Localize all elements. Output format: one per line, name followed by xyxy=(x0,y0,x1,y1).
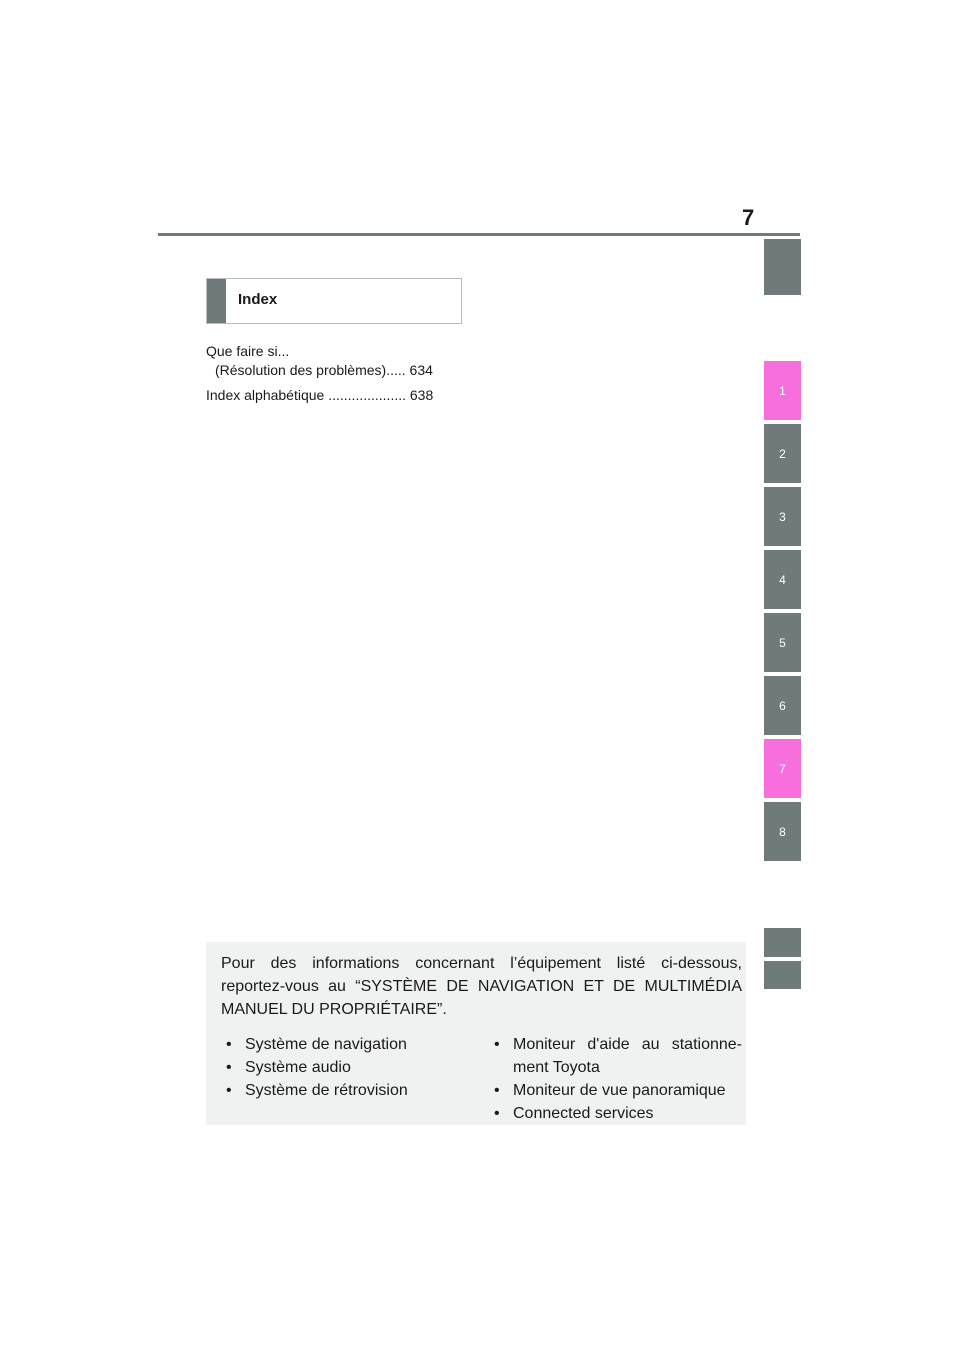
list-item: • Moniteur de vue panoramique xyxy=(491,1079,742,1102)
chapter-tab-label: 3 xyxy=(779,509,786,524)
chapter-tab-label: 1 xyxy=(779,383,786,398)
toc-entry-troubleshooting[interactable]: Que faire si... xyxy=(206,343,290,359)
list-item: • Système de navigation xyxy=(223,1033,489,1056)
chapter-tab-2[interactable] xyxy=(764,424,801,483)
list-item: • Système audio xyxy=(223,1056,489,1079)
chapter-tab-bottom-2[interactable] xyxy=(764,961,801,989)
chapter-tab-label: 6 xyxy=(779,698,786,713)
chapter-tab-top[interactable] xyxy=(764,239,801,295)
info-text: Pour des informations concernant l’équipement listé ci-dessous, reportez-vous au “SYSTÈME DE NAVIGATION ET DE MULTIMÉDIA MANUEL DU PROPRIÉTAIRE”. xyxy=(221,955,742,1018)
chapter-tab-8[interactable] xyxy=(764,802,801,861)
chapter-tab-label: 5 xyxy=(779,635,786,650)
chapter-tab-3[interactable] xyxy=(764,487,801,546)
toc-entry-alphabetical-index[interactable]: Index alphabétique .................... 638 xyxy=(206,387,434,403)
chapter-tab-1[interactable] xyxy=(764,361,801,420)
chapter-tab-7[interactable] xyxy=(764,739,801,798)
chapter-tab-6[interactable] xyxy=(764,676,801,735)
chapter-tab-bottom-1[interactable] xyxy=(764,928,801,957)
info-box xyxy=(206,942,746,1125)
chapter-tab-label: 2 xyxy=(779,446,786,461)
list-item: • Système de rétrovision xyxy=(223,1079,489,1102)
chapter-tab-4[interactable] xyxy=(764,550,801,609)
section-header-bar xyxy=(207,279,226,323)
equipment-list-left xyxy=(221,1033,489,1125)
list-item: • Connected services xyxy=(491,1102,742,1125)
header-rule xyxy=(158,233,800,236)
table-of-contents xyxy=(206,342,456,405)
page-number: 7 xyxy=(742,205,755,230)
section-title: Index xyxy=(238,290,278,308)
toc-entry-troubleshooting-sub[interactable]: (Résolution des problèmes)..... 634 xyxy=(215,362,433,378)
chapter-tab-label: 4 xyxy=(779,572,786,587)
chapter-tab-label: 7 xyxy=(779,761,786,776)
chapter-tab-label: 8 xyxy=(779,824,786,839)
list-item: • Moniteur d'aide au stationne-ment Toyota xyxy=(491,1033,742,1079)
chapter-tab-5[interactable] xyxy=(764,613,801,672)
section-header xyxy=(206,278,462,324)
equipment-list-right xyxy=(489,1033,742,1125)
